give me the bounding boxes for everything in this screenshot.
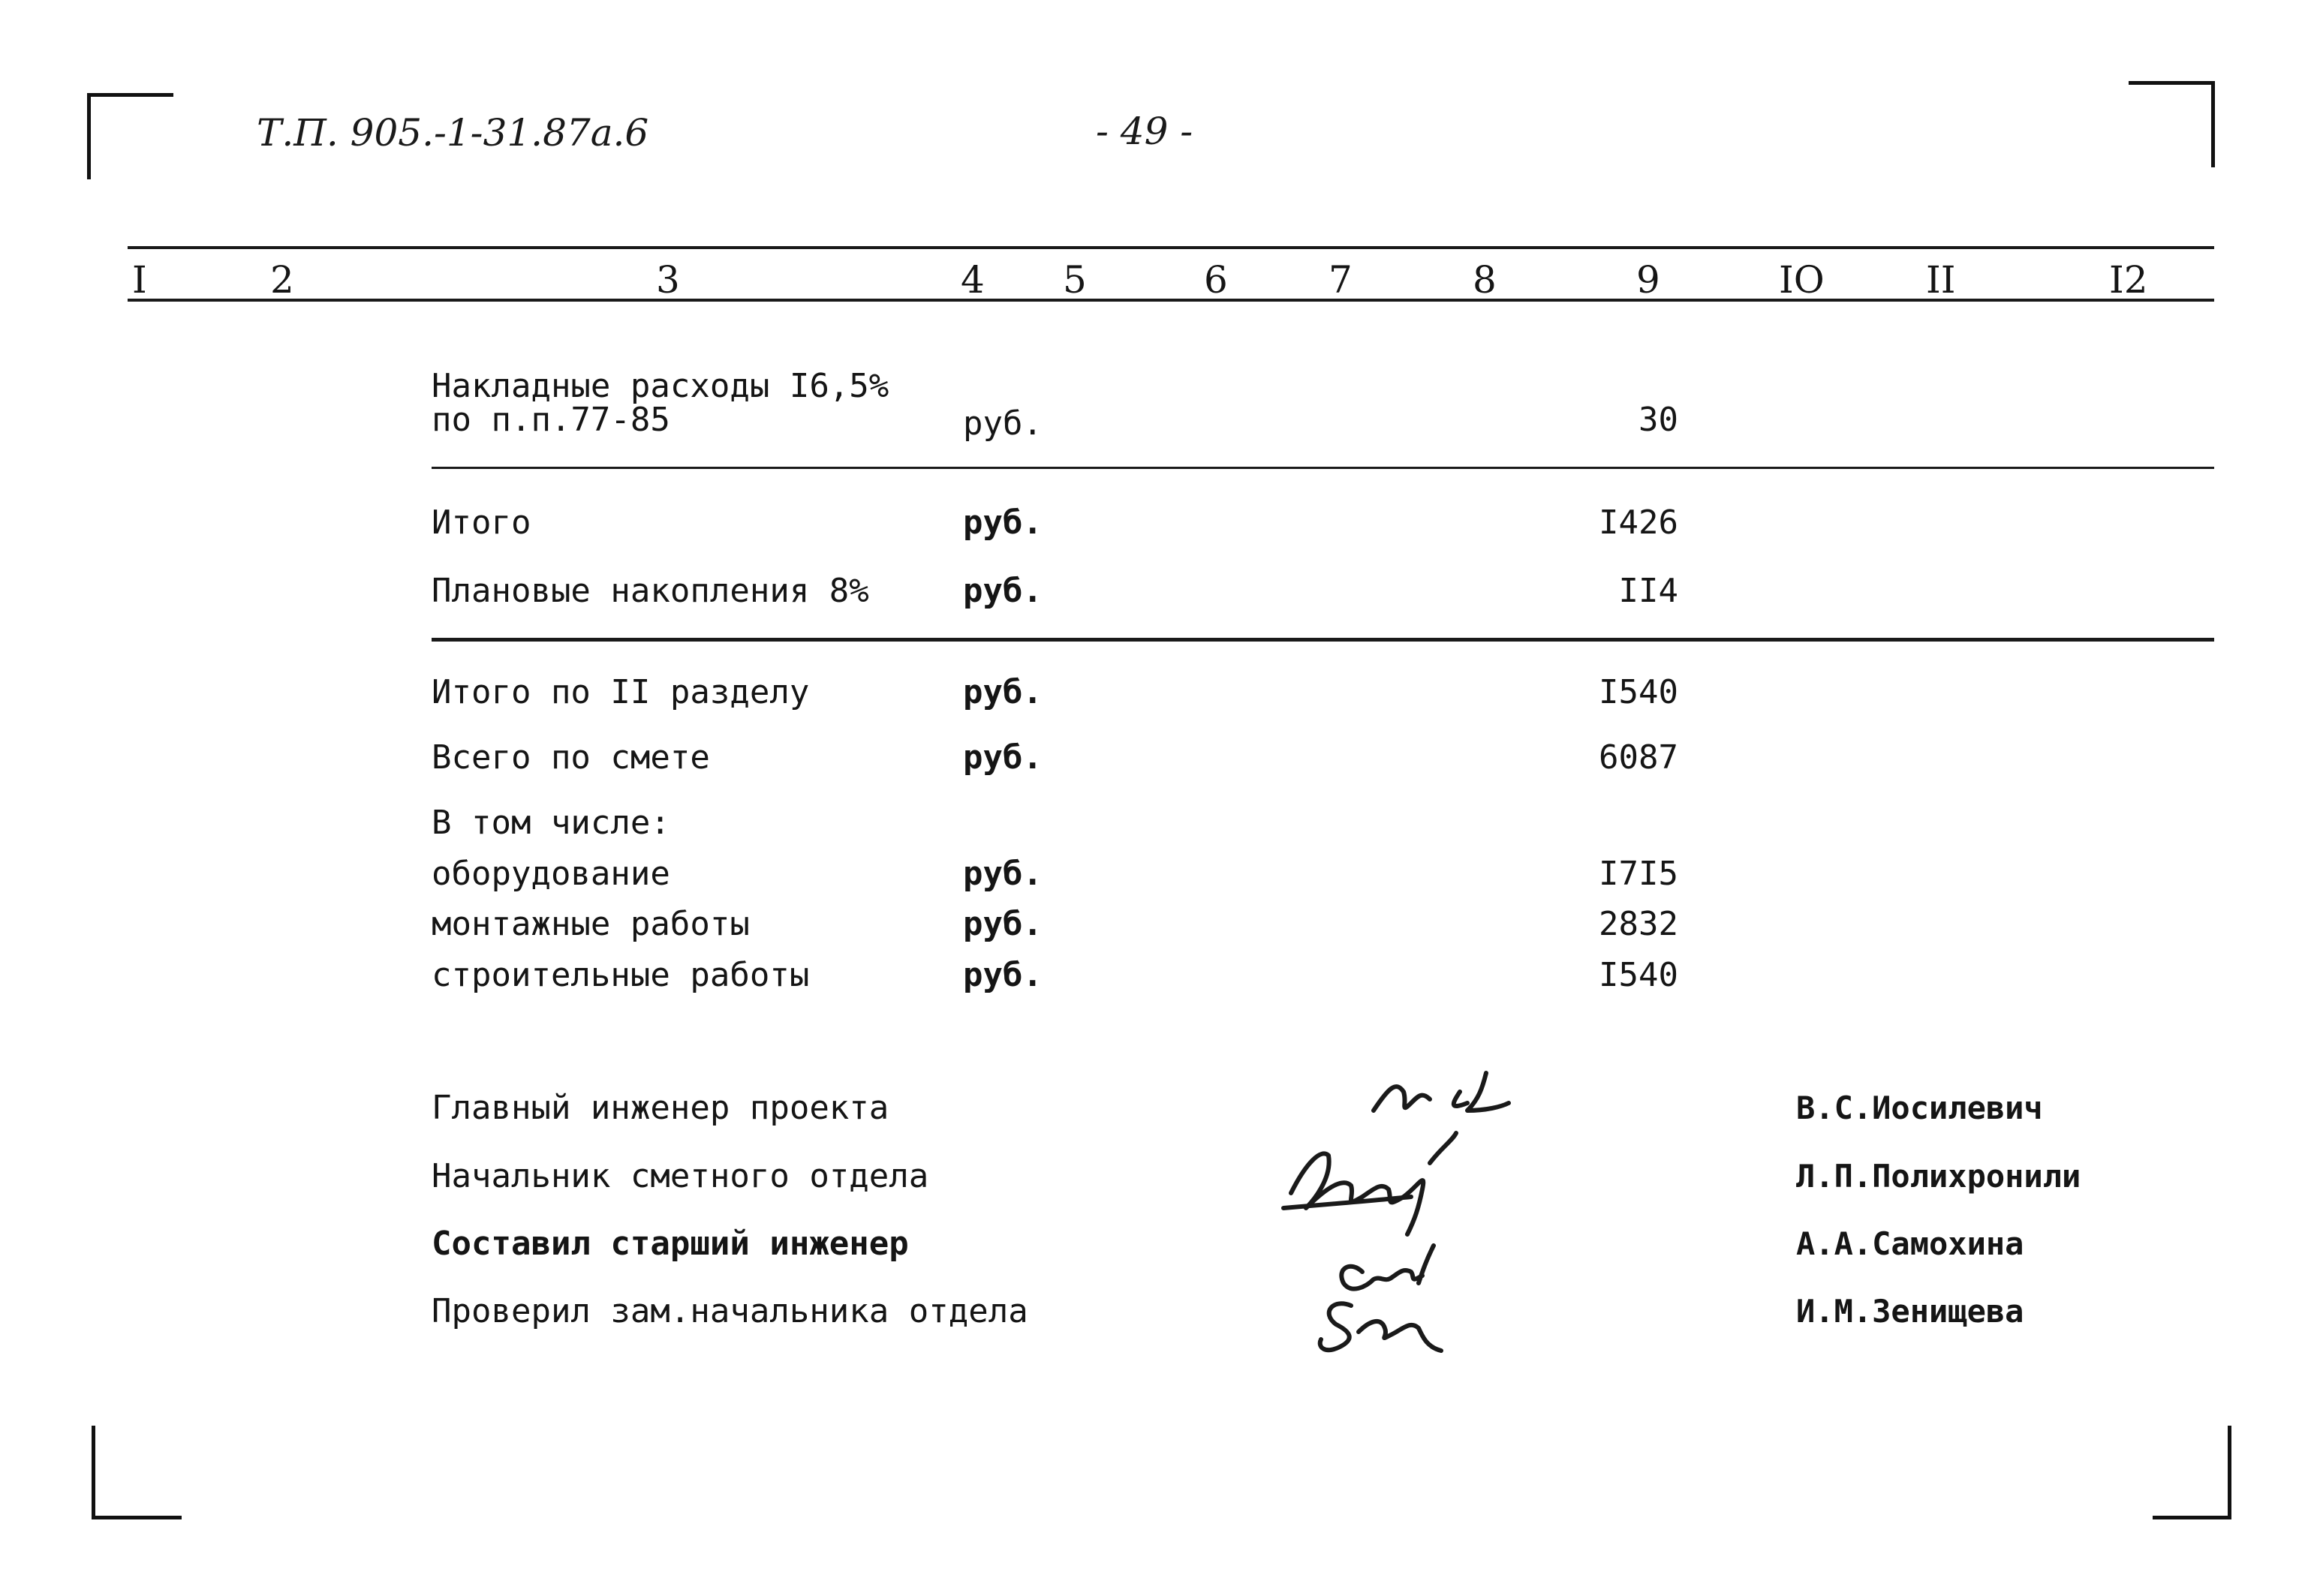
section-rule-1 [432, 467, 2214, 469]
signature-scribble-1 [1374, 1073, 1509, 1111]
breakdown-item-construction-label: строительные работы [432, 956, 810, 994]
total-unit: руб. [963, 503, 1043, 542]
column-number-12: I2 [2109, 258, 2148, 302]
column-number-6: 6 [1204, 258, 1228, 302]
column-number-2: 2 [270, 258, 294, 302]
breakdown-item-equipment-unit: руб. [963, 855, 1043, 893]
signature-name-head-estimates: Л.П.Полихронили [1796, 1158, 2081, 1195]
handwritten-signatures [1261, 1058, 1546, 1358]
breakdown-heading: В том числе: [432, 804, 670, 842]
signature-name-checker: И.М.Зенищева [1796, 1293, 2024, 1330]
total-value: I426 [1599, 503, 1678, 542]
breakdown-item-installation-unit: руб. [963, 905, 1043, 943]
signature-role-checker: Проверил зам.начальника отдела [432, 1292, 1028, 1330]
signature-role-head-estimates: Начальник сметного отдела [432, 1157, 929, 1195]
column-number-8: 8 [1473, 258, 1497, 302]
column-number-10: IO [1779, 258, 1825, 302]
overhead-label-line1: Накладные расходы I6,5% [432, 367, 889, 405]
total-label: Итого [432, 503, 531, 542]
overhead-unit: руб. [963, 404, 1043, 443]
planned-savings-unit: руб. [963, 572, 1043, 610]
column-header-bottom-rule [128, 299, 2214, 302]
signature-role-compiler: Составил старший инженер [432, 1225, 909, 1263]
signature-scribble-4 [1320, 1303, 1441, 1351]
grand-total-value: 6087 [1599, 738, 1678, 777]
corner-mark-top-left [87, 93, 173, 179]
column-number-4: 4 [961, 258, 985, 302]
signature-name-compiler: А.А.Самохина [1796, 1225, 2024, 1262]
section-total-label: Итого по II разделу [432, 673, 810, 711]
column-number-3: 3 [656, 258, 680, 302]
breakdown-item-equipment-value: I7I5 [1599, 855, 1678, 893]
section-rule-2 [432, 638, 2214, 642]
column-number-5: 5 [1063, 258, 1087, 302]
document-code: Т.П. 905.-1-31.87а.6 [257, 111, 649, 155]
breakdown-item-installation-label: монтажные работы [432, 905, 750, 943]
signature-scribble-2 [1283, 1133, 1456, 1234]
grand-total-label: Всего по смете [432, 738, 710, 777]
overhead-value: 30 [1638, 401, 1678, 439]
signature-name-chief-engineer: В.С.Иосилевич [1796, 1090, 2043, 1126]
column-number-9: 9 [1636, 258, 1660, 302]
column-number-1: I [132, 258, 147, 302]
breakdown-item-installation-value: 2832 [1599, 905, 1678, 943]
section-total-unit: руб. [963, 673, 1043, 711]
corner-mark-bottom-left [92, 1426, 182, 1519]
planned-savings-value: II4 [1618, 572, 1678, 610]
signature-role-chief-engineer: Главный инженер проекта [432, 1089, 889, 1127]
signature-scribble-3 [1341, 1246, 1434, 1289]
breakdown-item-construction-value: I540 [1599, 956, 1678, 994]
page-number: - 49 - [1096, 110, 1193, 153]
column-header-top-rule [128, 246, 2214, 249]
breakdown-item-equipment-label: оборудование [432, 855, 670, 893]
section-total-value: I540 [1599, 673, 1678, 711]
corner-mark-top-right [2129, 81, 2215, 167]
planned-savings-label: Плановые накопления 8% [432, 572, 869, 610]
column-number-11: II [1926, 258, 1956, 302]
overhead-label-line2: по п.п.77-85 [432, 401, 670, 439]
breakdown-item-construction-unit: руб. [963, 956, 1043, 994]
column-number-7: 7 [1329, 258, 1353, 302]
grand-total-unit: руб. [963, 738, 1043, 777]
corner-mark-bottom-right [2153, 1426, 2231, 1519]
